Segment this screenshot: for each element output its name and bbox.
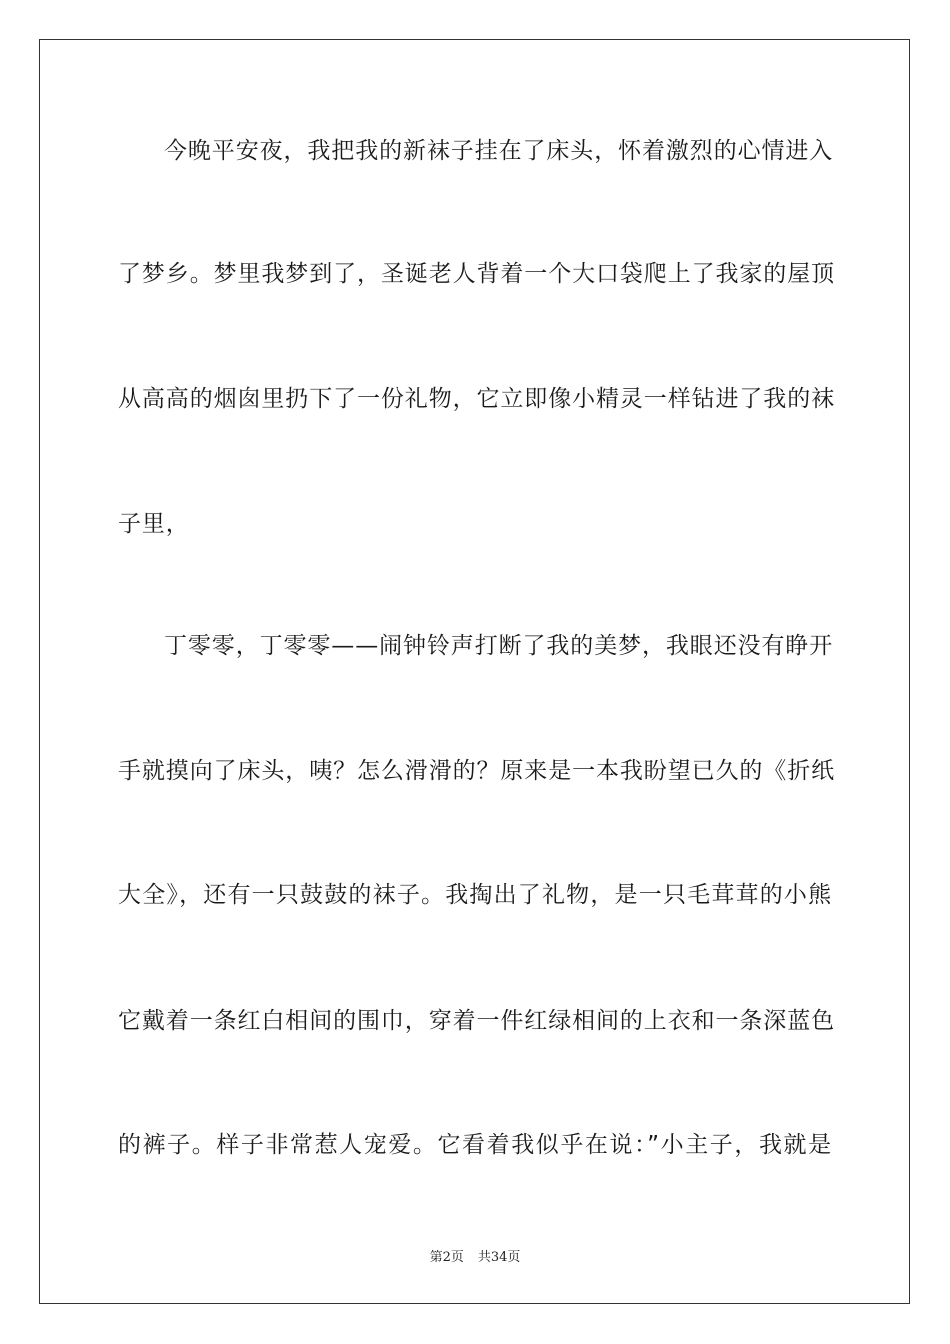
paragraph-2-line-3: 大全》，还有一只鼓鼓的袜子。我掏出了礼物，是一只毛茸茸的小熊 [118,882,832,908]
page-total: 共34页 [477,1250,521,1265]
paragraph-2-line-2: 手就摸向了床头，咦？怎么滑滑的？原来是一本我盼望已久的《折纸 [118,758,835,784]
paragraph-2-line-5: 的裤子。样子非常惹人宠爱。它看着我似乎在说：”小主子，我就是 [118,1132,832,1158]
paragraph-1-line-4: 子里， [118,511,190,537]
paragraph-2-line-4: 它戴着一条红白相间的围巾，穿着一件红绿相间的上衣和一条深蓝色 [118,1008,835,1034]
page-number: 第2页 [429,1250,464,1265]
paragraph-2-line-1: 丁零零，丁零零——闹钟铃声打断了我的美梦，我眼还没有睁开 [164,633,834,659]
paragraph-1-line-3: 从高高的烟囱里扔下了一份礼物，它立即像小精灵一样钻进了我的袜 [118,386,835,412]
paragraph-1-line-2: 了梦乡。梦里我梦到了，圣诞老人背着一个大口袋爬上了我家的屋顶 [118,261,835,287]
page-border [39,39,910,1304]
page-footer [0,1246,950,1265]
paragraph-1-line-1: 今晚平安夜，我把我的新袜子挂在了床头，怀着激烈的心情进入 [164,138,834,164]
